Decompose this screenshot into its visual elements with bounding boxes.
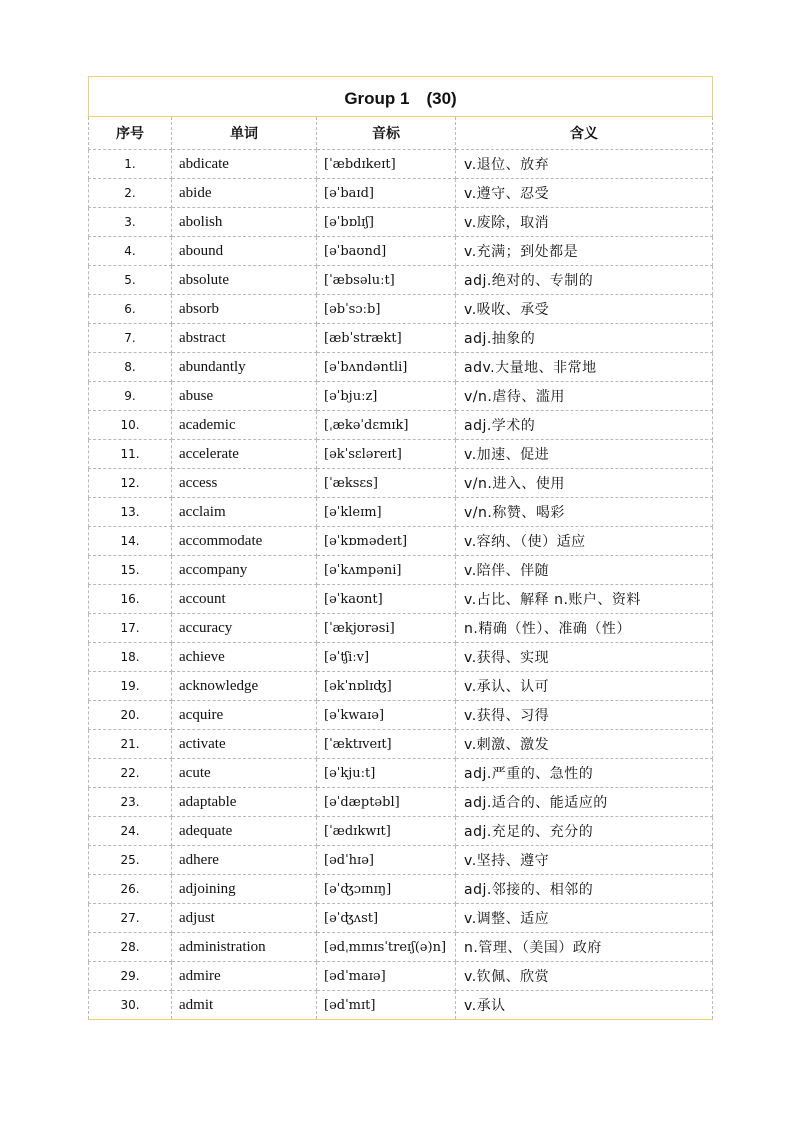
- row-word: absolute: [172, 266, 317, 295]
- row-index: 19.: [89, 672, 172, 701]
- row-phonetic: [əˈbɒlɪʃ]: [317, 208, 456, 237]
- table-row: [89, 962, 713, 991]
- row-index: 7.: [89, 324, 172, 353]
- row-index: 3.: [89, 208, 172, 237]
- row-word: acclaim: [172, 498, 317, 527]
- row-phonetic: [ˈækjʊrəsi]: [317, 614, 456, 643]
- table-row: [89, 498, 713, 527]
- row-phonetic: [ˈæksɛs]: [317, 469, 456, 498]
- table-row: [89, 469, 713, 498]
- table-row: [89, 788, 713, 817]
- table-row: [89, 324, 713, 353]
- row-word: abuse: [172, 382, 317, 411]
- row-word: academic: [172, 411, 317, 440]
- group-title: Group 1 (30): [89, 77, 713, 117]
- table-row: [89, 556, 713, 585]
- table-row: [89, 759, 713, 788]
- row-phonetic: [əˈbjuːz]: [317, 382, 456, 411]
- row-word: accuracy: [172, 614, 317, 643]
- row-meaning: adj.邻接的、相邻的: [456, 875, 713, 904]
- row-word: administration: [172, 933, 317, 962]
- row-word: accommodate: [172, 527, 317, 556]
- table-row: [89, 382, 713, 411]
- table-row: [89, 614, 713, 643]
- row-index: 6.: [89, 295, 172, 324]
- row-meaning: adj.绝对的、专制的: [456, 266, 713, 295]
- row-index: 22.: [89, 759, 172, 788]
- row-word: abundantly: [172, 353, 317, 382]
- row-word: adjoining: [172, 875, 317, 904]
- row-index: 1.: [89, 150, 172, 179]
- row-meaning: v.充满；到处都是: [456, 237, 713, 266]
- row-index: 21.: [89, 730, 172, 759]
- row-index: 15.: [89, 556, 172, 585]
- table-row: [89, 150, 713, 179]
- row-meaning: adj.适合的、能适应的: [456, 788, 713, 817]
- table-body: [89, 150, 713, 1020]
- table-row: [89, 701, 713, 730]
- row-index: 2.: [89, 179, 172, 208]
- row-index: 24.: [89, 817, 172, 846]
- row-phonetic: [əˈbʌndəntli]: [317, 353, 456, 382]
- row-index: 29.: [89, 962, 172, 991]
- row-phonetic: [ədˈhɪə]: [317, 846, 456, 875]
- row-index: 4.: [89, 237, 172, 266]
- row-word: admire: [172, 962, 317, 991]
- row-meaning: adj.抽象的: [456, 324, 713, 353]
- row-word: accompany: [172, 556, 317, 585]
- row-phonetic: [əˈbaʊnd]: [317, 237, 456, 266]
- row-word: acquire: [172, 701, 317, 730]
- table-row: [89, 846, 713, 875]
- row-meaning: adj.学术的: [456, 411, 713, 440]
- table-row: [89, 411, 713, 440]
- row-index: 16.: [89, 585, 172, 614]
- row-phonetic: [əkˈnɒlɪʤ]: [317, 672, 456, 701]
- row-phonetic: [əˈdæptəbl]: [317, 788, 456, 817]
- vocabulary-table: [88, 76, 713, 1020]
- row-index: 14.: [89, 527, 172, 556]
- row-meaning: v.获得、实现: [456, 643, 713, 672]
- row-phonetic: [ˈæbsəluːt]: [317, 266, 456, 295]
- table-row: [89, 295, 713, 324]
- row-index: 5.: [89, 266, 172, 295]
- row-meaning: v.承认: [456, 991, 713, 1020]
- row-word: abolish: [172, 208, 317, 237]
- row-index: 20.: [89, 701, 172, 730]
- row-phonetic: [əˈkjuːt]: [317, 759, 456, 788]
- row-index: 30.: [89, 991, 172, 1020]
- table-row: [89, 933, 713, 962]
- row-meaning: n.管理、（美国）政府: [456, 933, 713, 962]
- row-phonetic: [əˈʤɔɪnɪŋ]: [317, 875, 456, 904]
- row-phonetic: [əˈbaɪd]: [317, 179, 456, 208]
- row-phonetic: [ˈædɪkwɪt]: [317, 817, 456, 846]
- table-row: [89, 672, 713, 701]
- row-meaning: n.精确（性）、准确（性）: [456, 614, 713, 643]
- row-word: abstract: [172, 324, 317, 353]
- row-meaning: v/n.进入、使用: [456, 469, 713, 498]
- header-index: 序号: [89, 117, 172, 150]
- row-meaning: adj.严重的、急性的: [456, 759, 713, 788]
- table-row: [89, 817, 713, 846]
- row-phonetic: [ˌækəˈdɛmɪk]: [317, 411, 456, 440]
- row-meaning: v.加速、促进: [456, 440, 713, 469]
- row-index: 10.: [89, 411, 172, 440]
- table-row: [89, 208, 713, 237]
- table-row: [89, 353, 713, 382]
- row-index: 27.: [89, 904, 172, 933]
- row-phonetic: [ədˈmɪt]: [317, 991, 456, 1020]
- row-word: abound: [172, 237, 317, 266]
- row-meaning: v.刺激、激发: [456, 730, 713, 759]
- table-row: [89, 440, 713, 469]
- row-meaning: adj.充足的、充分的: [456, 817, 713, 846]
- row-meaning: v.获得、习得: [456, 701, 713, 730]
- row-phonetic: [əbˈsɔːb]: [317, 295, 456, 324]
- row-meaning: v.废除，取消: [456, 208, 713, 237]
- row-index: 18.: [89, 643, 172, 672]
- row-meaning: v.吸收、承受: [456, 295, 713, 324]
- row-meaning: v.容纳、（使）适应: [456, 527, 713, 556]
- table-row: [89, 266, 713, 295]
- header-phonetic: 音标: [317, 117, 456, 150]
- row-meaning: v.退位、放弃: [456, 150, 713, 179]
- row-index: 8.: [89, 353, 172, 382]
- table-row: [89, 527, 713, 556]
- row-index: 12.: [89, 469, 172, 498]
- row-index: 17.: [89, 614, 172, 643]
- row-phonetic: [ədˈmaɪə]: [317, 962, 456, 991]
- row-phonetic: [əˈkʌmpəni]: [317, 556, 456, 585]
- table-row: [89, 730, 713, 759]
- row-phonetic: [əˈkaʊnt]: [317, 585, 456, 614]
- row-word: account: [172, 585, 317, 614]
- row-index: 28.: [89, 933, 172, 962]
- table-row: [89, 237, 713, 266]
- row-word: adequate: [172, 817, 317, 846]
- row-phonetic: [əˈʧiːv]: [317, 643, 456, 672]
- table-row: [89, 179, 713, 208]
- title-row: [89, 77, 713, 117]
- row-meaning: v.钦佩、欣赏: [456, 962, 713, 991]
- table-row: [89, 904, 713, 933]
- row-phonetic: [əˈʤʌst]: [317, 904, 456, 933]
- table-row: [89, 991, 713, 1020]
- row-phonetic: [ˈæktɪveɪt]: [317, 730, 456, 759]
- row-meaning: v.承认、认可: [456, 672, 713, 701]
- row-phonetic: [ədˌmɪnɪsˈtreɪʃ(ə)n]: [317, 933, 456, 962]
- row-phonetic: [əˈkɒmədeɪt]: [317, 527, 456, 556]
- row-word: absorb: [172, 295, 317, 324]
- row-index: 23.: [89, 788, 172, 817]
- row-index: 13.: [89, 498, 172, 527]
- row-word: activate: [172, 730, 317, 759]
- row-index: 11.: [89, 440, 172, 469]
- header-word: 单词: [172, 117, 317, 150]
- row-meaning: v.占比、解释 n.账户、资料: [456, 585, 713, 614]
- table-row: [89, 875, 713, 904]
- row-word: abdicate: [172, 150, 317, 179]
- row-meaning: v/n.称赞、喝彩: [456, 498, 713, 527]
- row-phonetic: [əkˈsɛləreɪt]: [317, 440, 456, 469]
- row-phonetic: [əˈkleɪm]: [317, 498, 456, 527]
- row-meaning: v/n.虐待、滥用: [456, 382, 713, 411]
- row-meaning: v.陪伴、伴随: [456, 556, 713, 585]
- header-row: [89, 117, 713, 150]
- row-phonetic: [əˈkwaɪə]: [317, 701, 456, 730]
- row-word: adaptable: [172, 788, 317, 817]
- row-meaning: v.遵守、忍受: [456, 179, 713, 208]
- row-word: acknowledge: [172, 672, 317, 701]
- table-row: [89, 643, 713, 672]
- row-word: acute: [172, 759, 317, 788]
- row-index: 25.: [89, 846, 172, 875]
- row-word: achieve: [172, 643, 317, 672]
- row-word: access: [172, 469, 317, 498]
- header-meaning: 含义: [456, 117, 713, 150]
- row-word: adjust: [172, 904, 317, 933]
- row-index: 26.: [89, 875, 172, 904]
- row-word: abide: [172, 179, 317, 208]
- row-meaning: v.调整、适应: [456, 904, 713, 933]
- table-row: [89, 585, 713, 614]
- row-index: 9.: [89, 382, 172, 411]
- row-meaning: adv.大量地、非常地: [456, 353, 713, 382]
- row-word: admit: [172, 991, 317, 1020]
- row-word: accelerate: [172, 440, 317, 469]
- row-phonetic: [æbˈstrækt]: [317, 324, 456, 353]
- row-phonetic: [ˈæbdɪkeɪt]: [317, 150, 456, 179]
- row-word: adhere: [172, 846, 317, 875]
- row-meaning: v.坚持、遵守: [456, 846, 713, 875]
